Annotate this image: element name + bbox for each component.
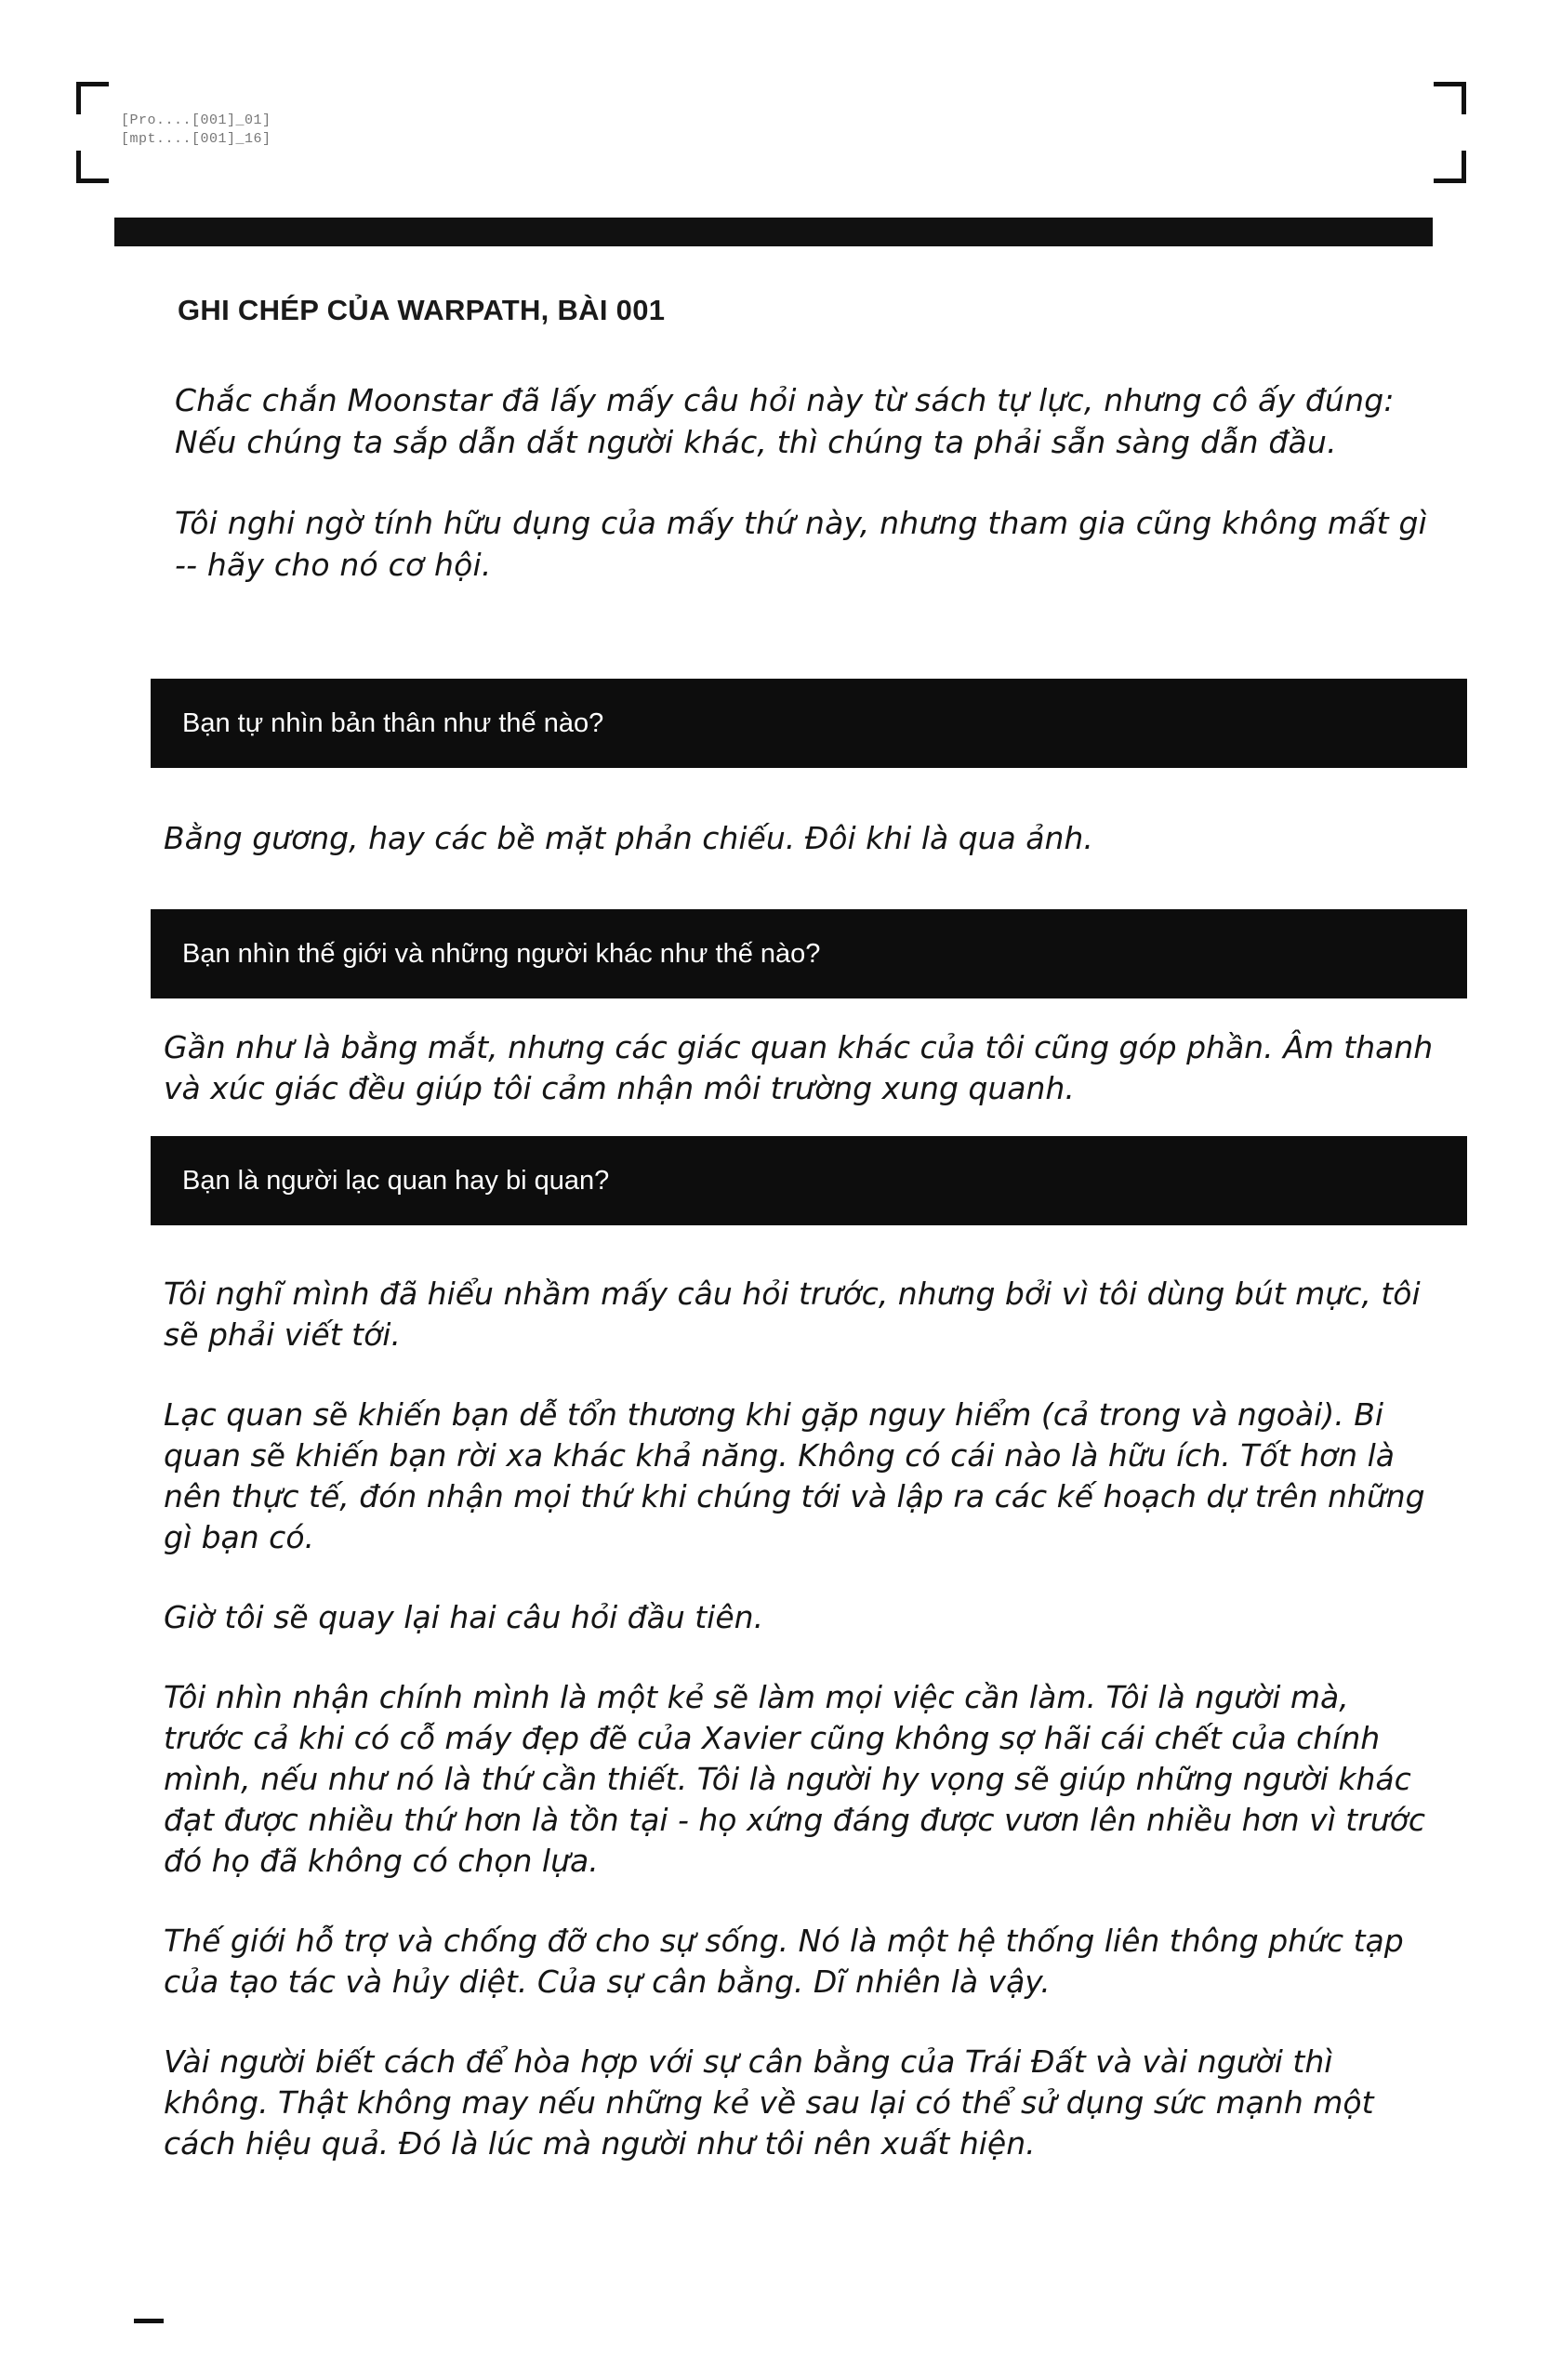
question-bar [151,909,1467,998]
answer-paragraph: Tôi nhìn nhận chính mình là một kẻ sẽ làm mọi việc cần làm. Tôi là người mà, trước cả khi có cỗ máy đẹp đẽ của Xavier cũng không sợ hãi cái chết của chính mình, nếu như nó là thứ cần thiết. Tôi là người hy vọng sẽ giúp những người khác đạt được nhiều thứ hơn là tồn tại - họ xứng đáng được vươn lên nhiều hơn vì trước đó họ đã không có chọn lựa. [164,1679,1426,1879]
answer-paragraph: Tôi nghĩ mình đã hiểu nhầm mấy câu hỏi trước, nhưng bởi vì tôi dùng bút mực, tôi sẽ phải viết tới. [164,1276,1421,1353]
answer-block [164,1274,1437,2164]
answer-paragraph: Giờ tôi sẽ quay lại hai câu hỏi đầu tiên. [164,1599,764,1635]
answer-block [164,1027,1437,1109]
question-text: Bạn tự nhìn bản thân như thế nào? [182,707,604,738]
document-title: GHI CHÉP CỦA WARPATH, BÀI 001 [178,294,666,326]
file-code-line: [Pro....[001]_01] [121,112,271,128]
answer-paragraph: Lạc quan sẽ khiến bạn dễ tổn thương khi gặp nguy hiểm (cả trong và ngoài). Bi quan sẽ khiến bạn rời xa khác khả năng. Không có cái nào là hữu ích. Tốt hơn là nên thực tế, đón nhận mọi thứ khi chúng tới và lập ra các kế hoạch dự trên những gì bạn có. [164,1396,1425,1555]
crop-mark-bottom-left [76,151,109,183]
file-codes [121,112,271,149]
crop-mark-bottom-right [1434,151,1466,183]
intro-paragraph: Tôi nghi ngờ tính hữu dụng của mấy thứ này, nhưng tham gia cũng không mất gì -- hãy cho nó cơ hội. [175,505,1428,583]
question-bar [151,1136,1467,1225]
crop-mark-top-right [1434,82,1466,114]
question-text: Bạn là người lạc quan hay bi quan? [182,1165,610,1196]
answer-block [164,818,1437,859]
question-bar [151,679,1467,768]
crop-mark-top-left [76,82,109,114]
file-code-line: [mpt....[001]_16] [121,131,271,147]
answer-paragraph: Bằng gương, hay các bề mặt phản chiếu. Đôi khi là qua ảnh. [164,820,1093,856]
header-rule [114,218,1433,246]
answer-paragraph: Thế giới hỗ trợ và chống đỡ cho sự sống. Nó là một hệ thống liên thông phức tạp của tạo tác và hủy diệt. Của sự cân bằng. Dĩ nhiên là vậy. [164,1923,1404,2000]
question-text: Bạn nhìn thế giới và những người khác như thế nào? [182,938,821,969]
answer-paragraph: Vài người biết cách để hòa hợp với sự cân bằng của Trái Đất và vài người thì không. Thật không may nếu những kẻ về sau lại có thể sử dụng sức mạnh một cách hiệu quả. Đó là lúc mà người như tôi nên xuất hiện. [164,2043,1374,2162]
intro-paragraph: Chắc chắn Moonstar đã lấy mấy câu hỏi này từ sách tự lực, nhưng cô ấy đúng: Nếu chúng ta sắp dẫn dắt người khác, thì chúng ta phải sẵn sàng dẫn đầu. [175,382,1395,460]
page-marker [134,2319,164,2323]
answer-paragraph: Gần như là bằng mắt, nhưng các giác quan khác của tôi cũng góp phần. Âm thanh và xúc giác đều giúp tôi cảm nhận môi trường xung quanh. [164,1029,1434,1106]
